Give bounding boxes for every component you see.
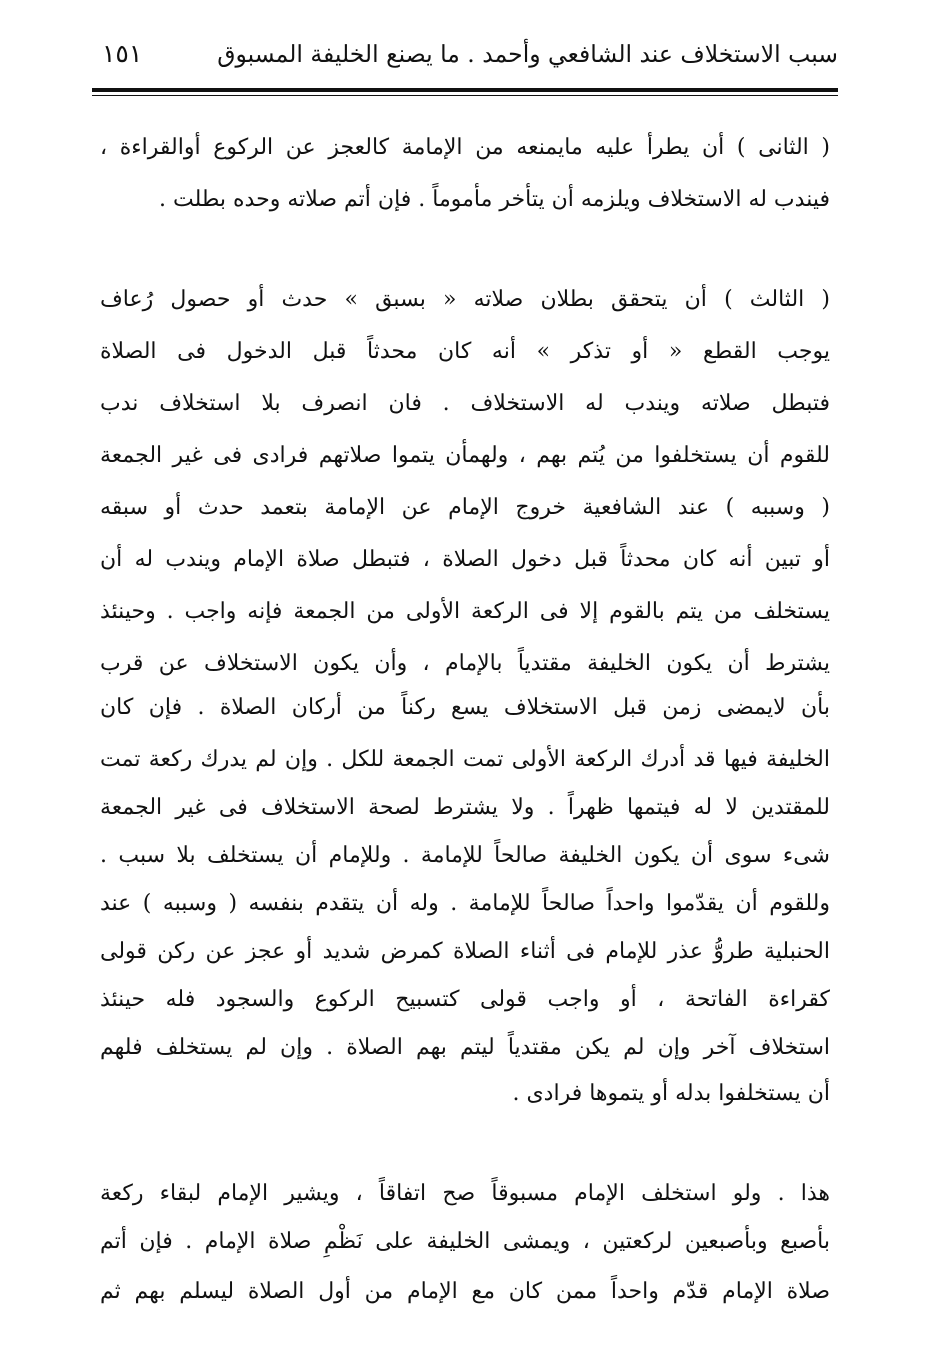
text-line: يستخلف من يتم بالقوم إلا فى الركعة الأولى من الجمعة فإنه واجب . وحينئذ: [100, 599, 830, 624]
text-line: استخلاف آخر وإن لم يكن مقتدياً ليتم بهم الصلاة . وإن لم يستخلف فلهم: [100, 1035, 830, 1060]
text-line: فيندب له الاستخلاف ويلزمه أن يتأخر مأموماً . فإن أتم صلاته وحده بطلت .: [159, 187, 830, 212]
header-rule-thin: [92, 95, 838, 96]
text-line: الخليفة فيها قد أدرك الركعة الأولى تمت الجمعة للكل . وإن لم يدرك ركعة تمت: [100, 747, 830, 772]
text-line: للمقتدين لا له فيتمها ظهراً . ولا يشترط لصحة الاستخلاف فى غير الجمعة: [100, 795, 830, 820]
text-line: صلاة الإمام قدّم واحداً ممن كان مع الإمام من أول الصلاة ليسلم بهم ثم: [100, 1279, 830, 1304]
text-line: كقراءة الفاتحة ، أو واجب قولى كتسبيح الركوع والسجود فله حينئذ: [100, 987, 830, 1012]
text-line: فتبطل صلاته ويندب له الاستخلاف . فان انصرف بلا استخلاف ندب: [100, 391, 830, 416]
page-header: [92, 28, 838, 80]
text-line: أن يستخلفوا بدله أو يتموها فرادى .: [512, 1081, 830, 1106]
text-line: شىء سوى أن يكون الخليفة صالحاً للإمامة . وللإمام أن يستخلف بلا سبب .: [100, 843, 830, 868]
text-line: يوجب القطع « أو تذكر » أنه كان محدثاً قبل الدخول فى الصلاة: [100, 339, 830, 364]
page-number: ١٥١: [102, 39, 143, 68]
text-line: ( الثانى ) أن يطرأ عليه مايمنعه من الإمامة كالعجز عن الركوع أوالقراءة ،: [100, 135, 830, 160]
text-line: يشترط أن يكون الخليفة مقتدياً بالإمام ، وأن يكون الاستخلاف عن قرب: [100, 651, 830, 676]
header-rule: [92, 88, 838, 92]
text-line: الحنبلية طروُّ عذر للإمام فى أثناء الصلاة كمرض شديد أو عجز عن ركن قولى: [100, 939, 830, 964]
text-line: أو تبين أنه كان محدثاً قبل دخول الصلاة ، فتبطل صلاة الإمام ويندب له أن: [100, 547, 830, 572]
text-line: للقوم أن يستخلفوا من يُتم بهم ، ولهمأن يتموا صلاتهم فرادى فى غير الجمعة: [100, 443, 830, 468]
running-title: سبب الاستخلاف عند الشافعي وأحمد . ما يصنع الخليفة المسبوق: [217, 40, 838, 68]
text-line: ( الثالث ) أن يتحقق بطلان صلاته « بسبق » حدث أو حصول رُعاف: [100, 287, 830, 312]
text-line: ( وسببه ) عند الشافعية خروج الإمام عن الإمامة بتعمد حدث أو سبقه: [100, 495, 830, 520]
text-line: بأصبع وبأصبعين لركعتين ، ويمشى الخليفة على نَظْمِ صلاة الإمام . فإن أتم: [100, 1229, 830, 1254]
text-line: هذا . ولو استخلف الإمام مسبوقاً صح اتفاقاً ، ويشير الإمام لبقاء ركعة: [100, 1181, 830, 1206]
text-line: بأن لايمضى زمن قبل الاستخلاف يسع ركناً من أركان الصلاة . فإن كان: [100, 695, 830, 720]
text-line: وللقوم أن يقدّموا واحداً صالحاً للإمامة . وله أن يتقدم بنفسه ( وسببه ) عند: [100, 891, 830, 916]
